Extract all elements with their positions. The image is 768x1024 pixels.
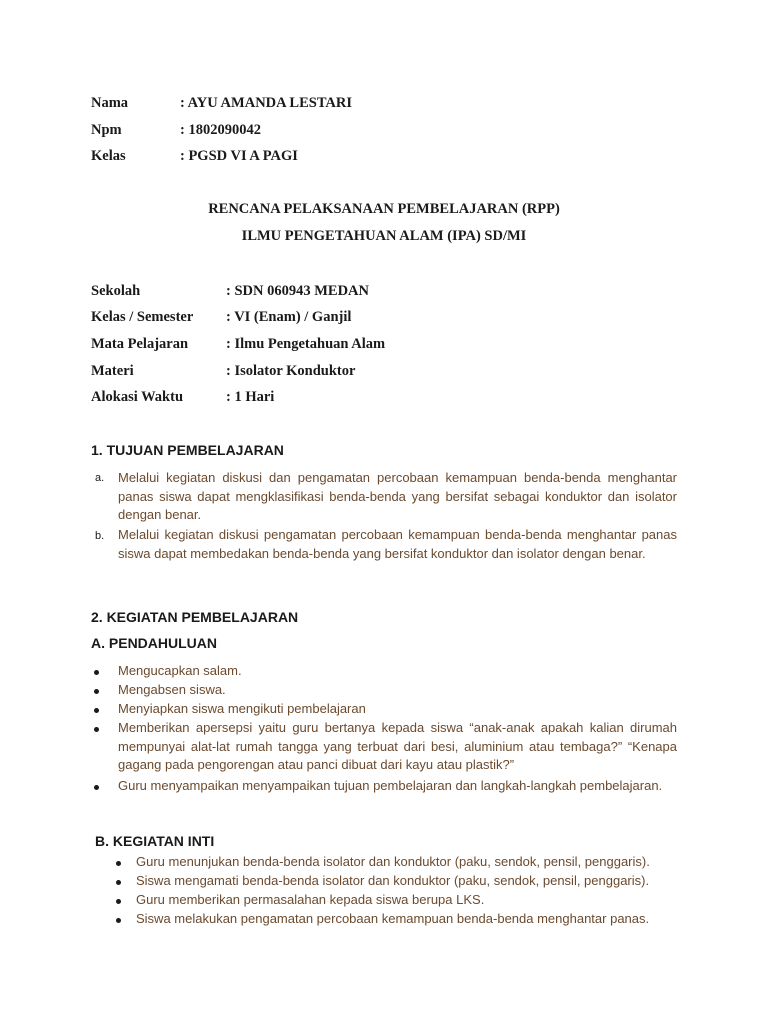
identity-value: : PGSD VI A PAGI	[180, 148, 298, 164]
info-label: Sekolah	[91, 283, 141, 299]
bullet-icon	[94, 727, 99, 732]
section-heading-tujuan: 1. TUJUAN PEMBELAJARAN	[91, 442, 284, 458]
identity-label: Nama	[91, 95, 129, 111]
info-label: Materi	[91, 363, 134, 379]
list-item: Guru menyampaikan menyampaikan tujuan pembelajaran dan langkah-langkah pembelajaran.	[118, 778, 663, 793]
info-value: : Ilmu Pengetahuan Alam	[226, 336, 386, 352]
objective-item: Melalui kegiatan diskusi pengamatan percobaan kemampuan benda-benda menghantar panas siswa dapat membedakan benda-benda yang bersifat konduktor dan isolator dengan benar.	[118, 527, 677, 561]
info-value: : Isolator Konduktor	[226, 363, 356, 379]
bullet-icon	[116, 880, 121, 885]
list-item: Mengucapkan salam.	[118, 663, 242, 678]
bullet-icon	[94, 708, 99, 713]
info-value: : SDN 060943 MEDAN	[226, 283, 369, 299]
list-item: Siswa mengamati benda-benda isolator dan konduktor (paku, sendok, pensil, penggaris).	[136, 873, 650, 888]
list-item: Siswa melakukan pengamatan percobaan kemampuan benda-benda menghantar panas.	[136, 911, 650, 926]
info-label: Mata Pelajaran	[91, 336, 189, 352]
info-label: Alokasi Waktu	[91, 389, 184, 405]
section-heading-kegiatan: 2. KEGIATAN PEMBELAJARAN	[91, 609, 299, 625]
list-item: Guru menunjukan benda-benda isolator dan konduktor (paku, sendok, pensil, penggaris).	[136, 854, 650, 869]
identity-label: Npm	[91, 122, 122, 138]
info-value: : VI (Enam) / Ganjil	[226, 309, 352, 325]
bullet-icon	[94, 689, 99, 694]
subsection-heading-kegiatan-inti: B. KEGIATAN INTI	[95, 833, 215, 849]
list-marker: b.	[95, 530, 105, 542]
document-title: RENCANA PELAKSANAAN PEMBELAJARAN (RPP)	[208, 201, 560, 217]
bullet-icon	[116, 899, 121, 904]
bullet-icon	[94, 670, 99, 675]
bullet-icon	[94, 785, 99, 790]
list-item: Mengabsen siswa.	[118, 682, 226, 697]
info-value: : 1 Hari	[226, 389, 275, 405]
identity-value: : AYU AMANDA LESTARI	[180, 95, 353, 111]
identity-value: : 1802090042	[180, 122, 261, 138]
list-item: Guru memberikan permasalahan kepada siswa berupa LKS.	[136, 892, 485, 907]
subsection-heading-pendahuluan: A. PENDAHULUAN	[91, 635, 217, 651]
objective-item: Melalui kegiatan diskusi dan pengamatan percobaan kemampuan benda-benda menghantar panas siswa dapat mengklasifikasi benda-benda yang bersifat sebagai konduktor dan isolator dengan benar.	[118, 470, 677, 522]
list-marker: a.	[95, 472, 105, 484]
document-subtitle: ILMU PENGETAHUAN ALAM (IPA) SD/MI	[241, 228, 527, 244]
list-item: Memberikan apersepsi yaitu guru bertanya kepada siswa “anak-anak apakah kalian dirumah mempunyai alat-lat rumah tangga yang terbuat dari besi, aluminium atau tembaga?” “Kenapa gagang pada pengorengan atau panci dibuat dari kayu atau plastik?”	[118, 720, 677, 772]
list-item: Menyiapkan siswa mengikuti pembelajaran	[118, 701, 366, 716]
bullet-icon	[116, 861, 121, 866]
bullet-icon	[116, 918, 121, 923]
info-label: Kelas / Semester	[91, 309, 194, 325]
identity-label: Kelas	[91, 148, 126, 164]
